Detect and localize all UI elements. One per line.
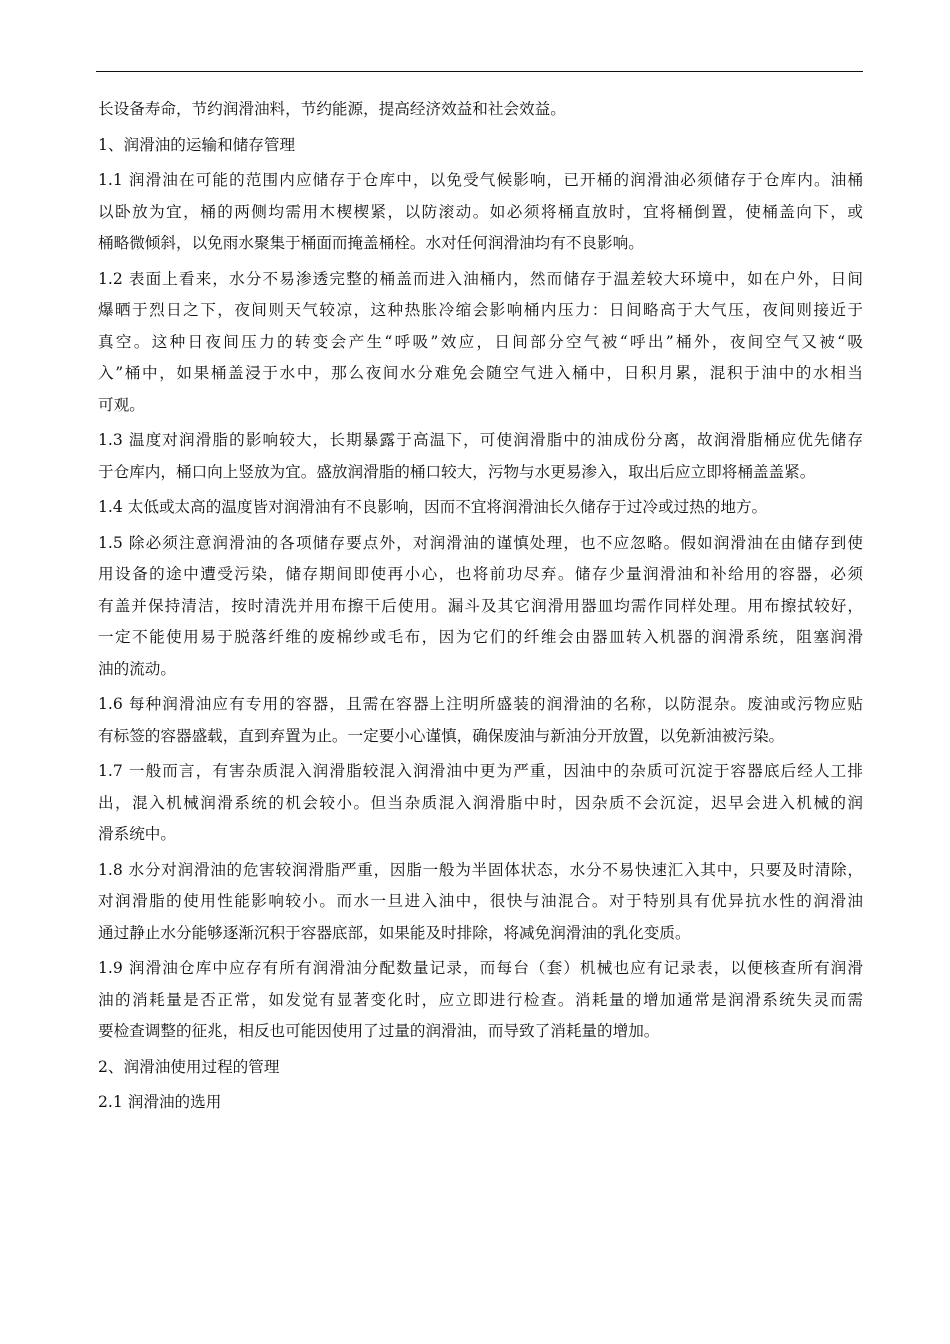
paragraph — [98, 855, 863, 950]
text-line: 2.1 润滑油的选用 — [98, 1093, 222, 1111]
text-line: 1.8 水分对润滑油的危害较润滑脂严重，因脂一般为半固体状态，水分不易快速汇入其中，只要及时清除， — [98, 860, 863, 879]
paragraph — [98, 528, 863, 686]
paragraph — [98, 689, 863, 752]
text-line: 1.6 每种润滑油应有专用的容器，且需在容器上注明所盛装的润滑油的名称，以防混杂。废油或污物应贴 — [98, 695, 863, 713]
text-line: 用设备的途中遭受污染，储存期间即使再小心，也将前功尽弃。储存少量润滑油和补给用的容器，必须 — [98, 565, 863, 583]
text-line: 以卧放为宜，桶的两侧均需用木楔楔紧，以防滚动。如必须将桶直放时，宜将桶倒置，使桶盖向下，或 — [98, 202, 863, 221]
header-rule — [96, 71, 863, 72]
text-line: 真空。这种日夜间压力的转变会产生“呼吸”效应，日间部分空气被“呼出”桶外，夜间空气又被“吸 — [98, 332, 863, 351]
section-heading — [98, 130, 863, 162]
paragraph — [98, 425, 863, 488]
section-heading — [98, 1087, 863, 1119]
text-line: 一定不能使用易于脱落纤维的废棉纱或毛布，因为它们的纤维会由器皿转入机器的润滑系统，阻塞润滑 — [98, 628, 863, 646]
text-line: 1、润滑油的运输和储存管理 — [98, 135, 296, 154]
text-line: 有标签的容器盛载，直到弃置为止。一定要小心谨慎，确保废油与新油分开放置，以免新油被污染。 — [98, 726, 785, 745]
text-line: 爆晒于烈日之下，夜间则天气较凉，这种热胀冷缩会影响桶内压力：日间略高于大气压，夜间则接近于 — [98, 301, 863, 319]
text-line: 油的消耗量是否正常，如发觉有显著变化时，应立即进行检查。消耗量的增加通常是润滑系统失灵而需 — [98, 990, 863, 1009]
text-line: 1.7 一般而言，有害杂质混入润滑脂较混入润滑油中更为严重，因油中的杂质可沉淀于容器底后经人工排 — [98, 762, 863, 780]
text-line: 要检查调整的征兆，相反也可能因使用了过量的润滑油，而导致了消耗量的增加。 — [98, 1022, 660, 1040]
document-body — [98, 94, 863, 1119]
text-line: 1.3 温度对润滑脂的影响较大，长期暴露于高温下，可使润滑脂中的油成份分离，故润滑脂桶应优先储存 — [98, 431, 863, 449]
text-line: 1.1 润滑油在可能的范围内应储存于仓库中，以免受气候影响，已开桶的润滑油必须储存于仓库内。油桶 — [98, 171, 863, 189]
text-line: 于仓库内，桶口向上竖放为宜。盛放润滑脂的桶口较大，污物与水更易渗入，取出后应立即将桶盖盖紧。 — [98, 462, 816, 481]
text-line: 长设备寿命，节约润滑油料，节约能源，提高经济效益和社会效益。 — [98, 100, 566, 118]
text-line: 出，混入机械润滑系统的机会较小。但当杂质混入润滑脂中时，因杂质不会沉淀，迟早会进入机械的润 — [98, 793, 863, 812]
paragraph — [98, 756, 863, 851]
section-heading — [98, 1052, 863, 1084]
paragraph — [98, 953, 863, 1048]
paragraph — [98, 165, 863, 260]
text-line: 对润滑脂的使用性能影响较小。而水一旦进入油中，很快与油混合。对于特别具有优异抗水性的润滑油 — [98, 892, 863, 910]
text-line: 入”桶中，如果桶盖浸于水中，那么夜间水分难免会随空气进入桶中，日积月累，混积于油中的水相当 — [98, 364, 863, 382]
text-line: 通过静止水分能够逐渐沉积于容器底部，如果能及时排除，将减免润滑油的乳化变质。 — [98, 923, 691, 942]
text-line: 1.4 太低或太高的温度皆对润滑油有不良影响，因而不宜将润滑油长久储存于过冷或过热的地方。 — [98, 498, 768, 516]
text-line: 桶略微倾斜，以免雨水聚集于桶面而掩盖桶栓。水对任何润滑油均有不良影响。 — [98, 234, 644, 252]
text-line: 2、润滑油使用过程的管理 — [98, 1057, 280, 1076]
text-line: 有盖并保持清洁，按时清洗并用布擦干后使用。漏斗及其它润滑用器皿均需作同样处理。用布擦拭较好， — [98, 596, 863, 615]
text-line: 可观。 — [98, 395, 145, 414]
text-line: 1.2 表面上看来，水分不易渗透完整的桶盖而进入油桶内，然而储存于温差较大环境中，如在户外，日间 — [98, 269, 863, 288]
text-line: 滑系统中。 — [98, 825, 176, 843]
paragraph — [98, 264, 863, 422]
paragraph — [98, 94, 863, 126]
text-line: 1.5 除必须注意润滑油的各项储存要点外，对润滑油的谨慎处理，也不应忽略。假如润滑油在由储存到使 — [98, 533, 863, 552]
text-line: 油的流动。 — [98, 659, 176, 678]
text-line: 1.9 润滑油仓库中应存有所有润滑油分配数量记录，而每台（套）机械也应有记录表，以便核查所有润滑 — [98, 959, 863, 977]
paragraph — [98, 492, 863, 524]
